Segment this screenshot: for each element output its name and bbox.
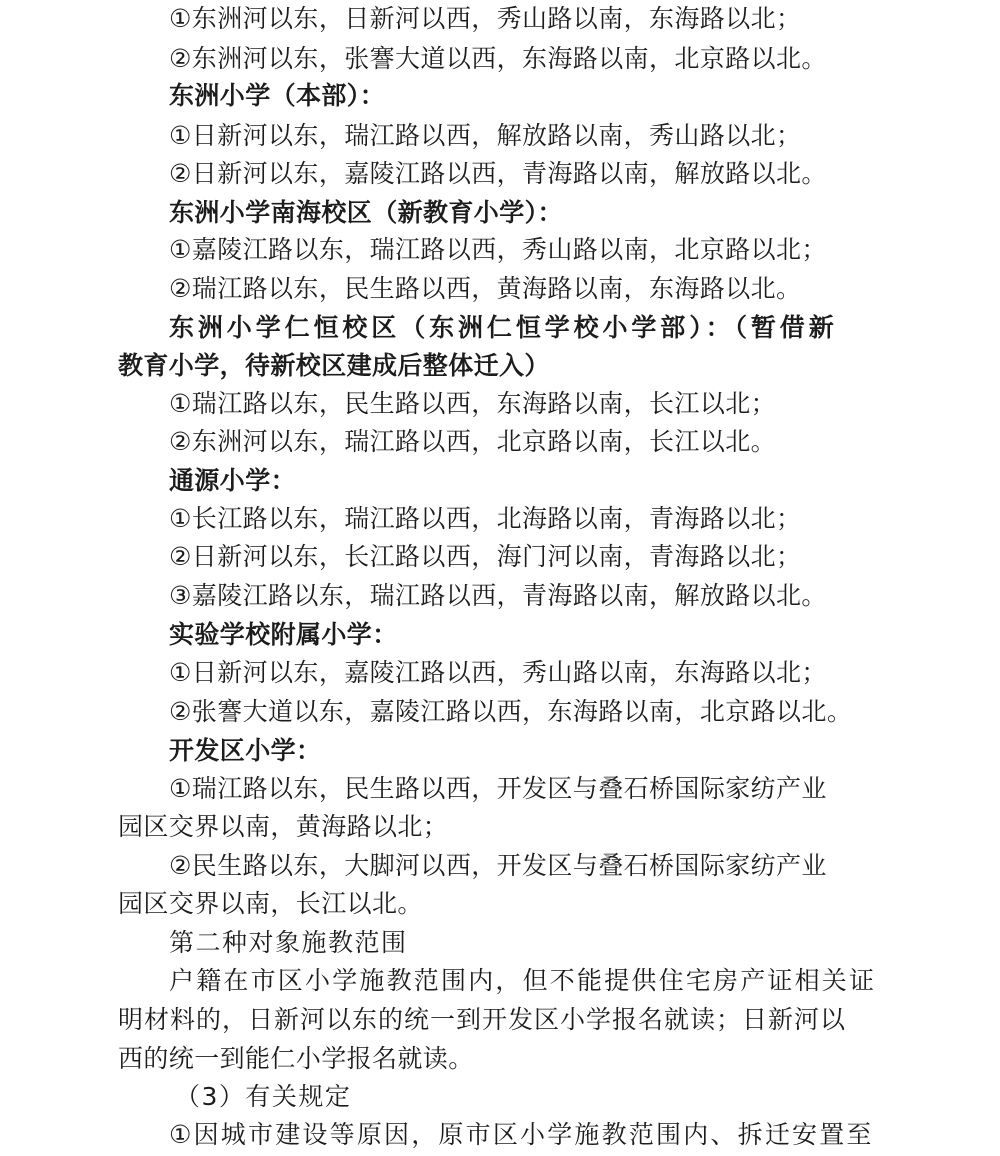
paragraph-line: 西的统一到能仁小学报名就读。 bbox=[118, 1044, 474, 1073]
section-heading-continuation: 教育小学，待新校区建成后整体迁入） bbox=[118, 351, 550, 380]
section-heading: 实验学校附属小学： bbox=[169, 620, 398, 649]
district-line-3: ①日新河以东，瑞江路以西，解放路以南，秀山路以北； bbox=[169, 121, 802, 150]
district-line-5: ①嘉陵江路以东，瑞江路以西，秀山路以南，北京路以北； bbox=[169, 235, 827, 264]
section-heading: 东洲小学仁恒校区（东洲仁恒学校小学部）：（暂借新 bbox=[169, 313, 838, 342]
subsection-title: （3）有关规定 bbox=[175, 1082, 352, 1111]
district-line-12: ①日新河以东，嘉陵江路以西，秀山路以南，东海路以北； bbox=[169, 658, 827, 687]
district-line-13: ②张謇大道以东，嘉陵江路以西，东海路以南，北京路以北。 bbox=[169, 697, 853, 726]
district-line-15: ②民生路以东，大脚河以西，开发区与叠石桥国际家纺产业 bbox=[169, 851, 827, 880]
district-line-9: ①长江路以东，瑞江路以西，北海路以南，青海路以北； bbox=[169, 504, 802, 533]
district-line-14-continuation: 园区交界以南，黄海路以北； bbox=[118, 812, 449, 841]
district-line-1: ①东洲河以东，日新河以西，秀山路以南，东海路以北； bbox=[169, 4, 802, 33]
paragraph-line: 明材料的，日新河以东的统一到开发区小学报名就读；日新河以 bbox=[118, 1005, 847, 1034]
district-line-8: ②东洲河以东，瑞江路以西，北京路以南，长江以北。 bbox=[169, 427, 777, 456]
section-heading: 东洲小学南海校区（新教育小学）： bbox=[169, 198, 563, 227]
section-heading: 通源小学： bbox=[169, 466, 297, 495]
district-line-14: ①瑞江路以东，民生路以西，开发区与叠石桥国际家纺产业 bbox=[169, 774, 827, 803]
district-line-11: ③嘉陵江路以东，瑞江路以西，青海路以南，解放路以北。 bbox=[169, 581, 827, 610]
subsection-title: 第二种对象施教范围 bbox=[169, 928, 408, 957]
district-line-4: ②日新河以东，嘉陵江路以西，青海路以南，解放路以北。 bbox=[169, 159, 827, 188]
section-heading: 开发区小学： bbox=[169, 736, 322, 765]
district-line-2: ②东洲河以东，张謇大道以西，东海路以南，北京路以北。 bbox=[169, 44, 827, 73]
district-line-7: ①瑞江路以东，民生路以西，东海路以南，长江以北； bbox=[169, 389, 777, 418]
district-line-15-continuation: 园区交界以南，长江以北。 bbox=[118, 889, 423, 918]
paragraph-line: 户籍在市区小学施教范围内，但不能提供住宅房产证相关证 bbox=[169, 966, 877, 995]
district-line-6: ②瑞江路以东，民生路以西，黄海路以南，东海路以北。 bbox=[169, 274, 802, 303]
district-line-10: ②日新河以东，长江路以西，海门河以南，青海路以北； bbox=[169, 542, 802, 571]
paragraph-line: ①因城市建设等原因，原市区小学施教范围内、拆迁安置至 bbox=[169, 1120, 874, 1149]
section-heading: 东洲小学（本部）： bbox=[169, 81, 386, 110]
